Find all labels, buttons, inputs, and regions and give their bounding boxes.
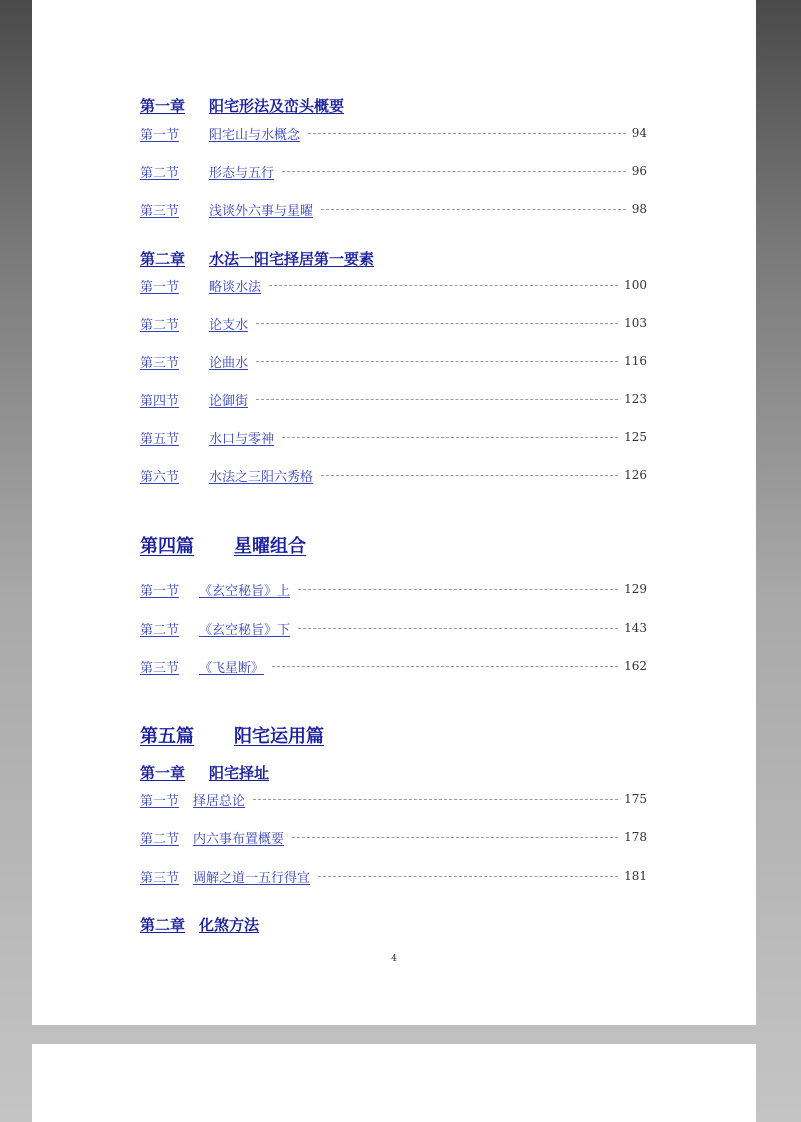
dot-leader — [272, 666, 618, 667]
heading-title: 水法一阳宅择居第一要素 — [209, 250, 375, 268]
heading-title: 阳宅运用篇 — [234, 726, 324, 747]
section-title: 水法之三阳六秀格 — [209, 469, 314, 485]
document-page — [32, 0, 756, 1025]
section-title: 论曲水 — [209, 355, 249, 371]
section-title: 《玄空秘旨》上 — [199, 583, 291, 599]
page-ref: 175 — [624, 792, 647, 806]
section-number: 第一节 — [140, 279, 180, 295]
page-ref: 125 — [624, 430, 647, 444]
dot-leader — [298, 628, 618, 629]
heading-number: 第四篇 — [140, 536, 194, 557]
section-title: 阳宅山与水概念 — [209, 127, 301, 143]
page-ref: 162 — [624, 659, 647, 673]
dot-leader — [269, 285, 618, 286]
section-title: 内六事布置概要 — [193, 831, 285, 847]
heading-title: 星曜组合 — [234, 536, 306, 557]
heading-title: 阳宅择址 — [209, 764, 270, 782]
section-number: 第一节 — [140, 127, 180, 143]
page-ref: 103 — [624, 316, 647, 330]
toc-entry[interactable] — [140, 828, 647, 846]
page-ref: 143 — [624, 621, 647, 635]
dot-leader — [321, 475, 618, 476]
section-number: 第二节 — [140, 622, 180, 638]
dot-leader — [256, 399, 618, 400]
heading-number: 第二章 — [140, 916, 186, 934]
section-number: 第一节 — [140, 793, 180, 809]
section-title: 浅谈外六事与星曜 — [209, 203, 314, 219]
toc-entry[interactable] — [140, 124, 647, 142]
section-number: 第三节 — [140, 203, 180, 219]
section-title: 调解之道一五行得宜 — [193, 870, 311, 886]
section-number: 第二节 — [140, 831, 180, 847]
page-ref: 178 — [624, 830, 647, 844]
section-number: 第二节 — [140, 165, 180, 181]
next-page — [32, 1044, 756, 1122]
page-ref: 100 — [624, 278, 647, 292]
dot-leader — [256, 361, 618, 362]
dot-leader — [253, 799, 618, 800]
part-heading[interactable] — [140, 532, 306, 558]
section-number: 第二节 — [140, 317, 180, 333]
section-title: 论支水 — [209, 317, 249, 333]
section-title: 略谈水法 — [209, 279, 262, 295]
page-ref: 94 — [631, 126, 647, 140]
dot-leader — [282, 437, 618, 438]
page-ref: 129 — [624, 582, 647, 596]
page-ref: 123 — [624, 392, 647, 406]
section-title: 《飞星断》 — [199, 660, 265, 676]
heading-title: 化煞方法 — [199, 916, 260, 934]
heading-number: 第一章 — [140, 764, 186, 782]
dot-leader — [256, 323, 618, 324]
section-title: 水口与零神 — [209, 431, 275, 447]
toc-entry[interactable] — [140, 200, 647, 218]
section-number: 第三节 — [140, 660, 180, 676]
section-number: 第六节 — [140, 469, 180, 485]
section-number: 第五节 — [140, 431, 180, 447]
toc-entry[interactable] — [140, 466, 647, 484]
toc-entry[interactable] — [140, 352, 647, 370]
section-number: 第四节 — [140, 393, 180, 409]
page-ref: 98 — [631, 202, 647, 216]
page-ref: 181 — [624, 869, 647, 883]
toc-entry[interactable] — [140, 657, 647, 675]
chapter-heading[interactable] — [140, 248, 374, 269]
dot-leader — [318, 876, 618, 877]
page-ref: 116 — [624, 354, 647, 368]
heading-number: 第五篇 — [140, 726, 194, 747]
toc-entry[interactable] — [140, 390, 647, 408]
dot-leader — [321, 209, 626, 210]
toc-entry[interactable] — [140, 790, 647, 808]
section-number: 第一节 — [140, 583, 180, 599]
section-title: 形态与五行 — [209, 165, 275, 181]
page-ref: 126 — [624, 468, 647, 482]
section-title: 论御街 — [209, 393, 249, 409]
section-title: 《玄空秘旨》下 — [199, 622, 291, 638]
dot-leader — [298, 589, 618, 590]
toc-entry[interactable] — [140, 162, 647, 180]
part-heading[interactable] — [140, 722, 324, 748]
heading-title: 阳宅形法及峦头概要 — [209, 97, 345, 115]
dot-leader — [282, 171, 626, 172]
toc-entry[interactable] — [140, 580, 647, 598]
toc-entry[interactable] — [140, 867, 647, 885]
toc-entry[interactable] — [140, 619, 647, 637]
dot-leader — [292, 837, 618, 838]
toc-entry[interactable] — [140, 428, 647, 446]
chapter-heading[interactable] — [140, 762, 269, 783]
page-number: 4 — [391, 954, 397, 964]
toc-entry[interactable] — [140, 276, 647, 294]
chapter-heading[interactable] — [140, 914, 259, 935]
chapter-heading[interactable] — [140, 95, 344, 116]
section-number: 第三节 — [140, 355, 180, 371]
section-number: 第三节 — [140, 870, 180, 886]
heading-number: 第二章 — [140, 250, 186, 268]
dot-leader — [308, 133, 626, 134]
toc-entry[interactable] — [140, 314, 647, 332]
section-title: 择居总论 — [193, 793, 246, 809]
heading-number: 第一章 — [140, 97, 186, 115]
page-ref: 96 — [631, 164, 647, 178]
